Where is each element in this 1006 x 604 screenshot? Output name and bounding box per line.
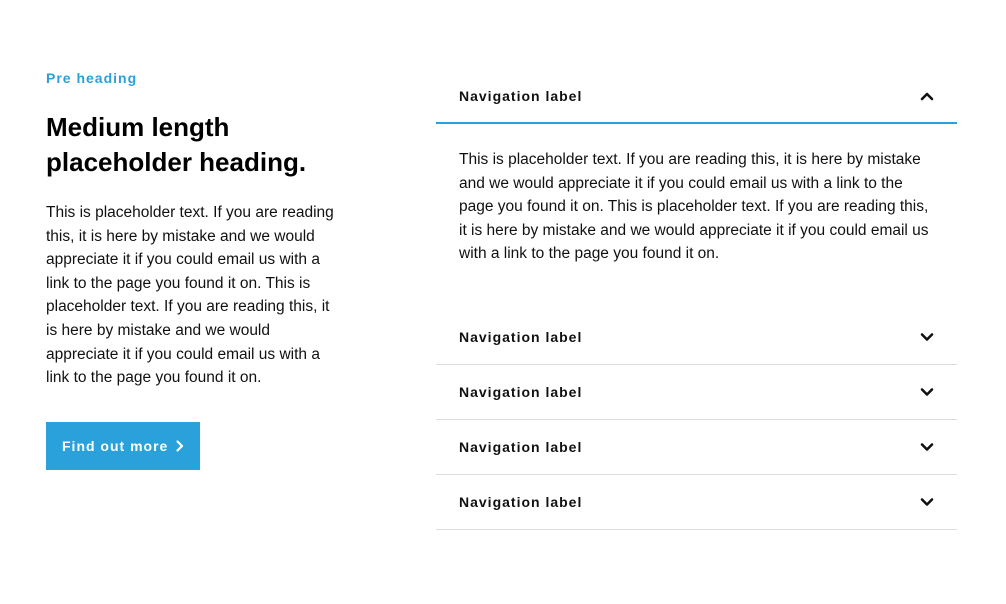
- accordion-header-4[interactable]: [436, 420, 957, 475]
- pre-heading: Pre heading: [46, 70, 138, 86]
- chevron-up-icon: [920, 91, 934, 101]
- find-out-more-button[interactable]: [46, 422, 200, 470]
- chevron-down-icon: [920, 497, 934, 507]
- accordion-item: [436, 365, 957, 420]
- accordion-label: Navigation label: [459, 88, 583, 104]
- accordion-label: Navigation label: [459, 493, 583, 510]
- chevron-down-icon: [920, 332, 934, 342]
- chevron-right-icon: [176, 440, 184, 452]
- accordion: [436, 70, 957, 530]
- accordion-header-1[interactable]: [436, 70, 957, 124]
- chevron-down-icon: [920, 442, 934, 452]
- chevron-down-icon: [920, 387, 934, 397]
- accordion-panel: This is placeholder text. If you are reading this, it is here by mistake and we would appreciate it if you could email us with a link to the page you found it on. This is placeholder text. If you are reading this, it is here by mistake and we would appreciate it if you could email us with a link to the page you found it on.: [459, 151, 929, 263]
- accordion-header-5[interactable]: [436, 475, 957, 530]
- accordion-item: [436, 475, 957, 530]
- intro-body-text: This is placeholder text. If you are reading this, it is here by mistake and we would appreciate it if you could email us with a link to the page you found it on. This is placeholder text. If you are reading this, it is here by mistake and we would appreciate it if you could email us with a link to the page you found it on.: [46, 204, 334, 387]
- accordion-item: [436, 420, 957, 475]
- accordion-header-2[interactable]: [436, 310, 957, 365]
- accordion-label: Navigation label: [459, 383, 583, 400]
- intro-section: [46, 66, 336, 454]
- accordion-label: Navigation label: [459, 438, 583, 455]
- accordion-item: [436, 70, 957, 310]
- find-out-more-label: Find out more: [62, 438, 169, 454]
- accordion-item: [436, 310, 957, 365]
- accordion-label: Navigation label: [459, 328, 583, 345]
- accordion-header-3[interactable]: [436, 365, 957, 420]
- section-heading: Medium length placeholder heading.: [46, 112, 307, 177]
